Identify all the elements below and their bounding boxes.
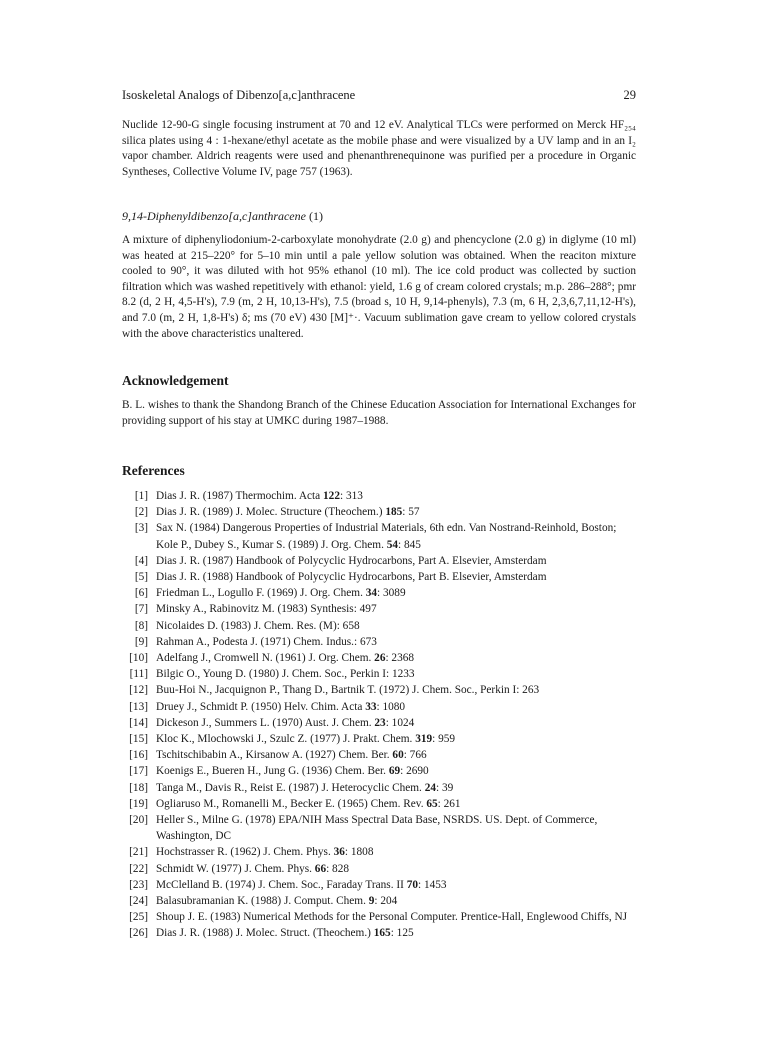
reference-volume: 33 (365, 700, 377, 713)
running-title: Isoskeletal Analogs of Dibenzo[a,c]anthracene (122, 88, 356, 102)
reference-number: [13] (129, 700, 148, 713)
reference-pages: : 828 (326, 862, 350, 875)
reference-text (156, 682, 636, 698)
reference-item (122, 634, 636, 650)
reference-number: [8] (134, 619, 148, 632)
reference-number: [21] (129, 846, 148, 859)
reference-item (122, 553, 636, 569)
reference-citation: Dias J. R. (1987) Handbook of Polycyclic Hydrocarbons, Part A. Elsevier, Amsterdam (156, 554, 547, 567)
reference-number: [16] (129, 749, 148, 762)
reference-text (156, 861, 636, 877)
acknowledgement-paragraph: B. L. wishes to thank the Shandong Branch of the Chinese Education Association for International Exchanges for providing support of his stay at UMKC during 1987–1988. (122, 399, 636, 427)
reference-pages: : 959 (432, 733, 456, 746)
acknowledgement-heading: Acknowledgement (122, 373, 229, 388)
reference-volume: 66 (314, 862, 327, 875)
reference-item (122, 747, 636, 763)
reference-pages: : 261 (437, 797, 461, 810)
reference-number: [25] (129, 911, 148, 924)
reference-number: [3] (134, 522, 148, 535)
reference-citation: Nicolaides D. (1983) J. Chem. Res. (M): 658 (156, 619, 360, 632)
reference-text (156, 650, 636, 666)
reference-number: [5] (134, 571, 148, 584)
reference-text (156, 553, 636, 569)
reference-item (122, 893, 636, 909)
reference-citation: Heller S., Milne G. (1978) EPA/NIH Mass Spectral Data Base, NSRDS. US. Dept. of Commerce, Washington, DC (156, 814, 598, 843)
reference-text (156, 844, 636, 860)
reference-pages: : 125 (390, 927, 414, 940)
reference-number: [1] (134, 490, 148, 502)
reference-pages: : 1808 (344, 846, 374, 859)
reference-number: [26] (129, 927, 148, 940)
reference-number: [19] (129, 797, 148, 810)
reference-pages: : 1453 (418, 878, 447, 891)
reference-text (156, 877, 636, 893)
reference-text (156, 618, 636, 634)
reference-number: [17] (129, 765, 148, 778)
reference-volume: 36 (333, 846, 345, 859)
reference-item (122, 877, 636, 893)
reference-pages: : 2690 (400, 765, 429, 778)
reference-pages: : 1080 (376, 700, 406, 713)
reference-number: [18] (129, 781, 148, 794)
reference-number: [14] (129, 716, 148, 729)
reference-number: [15] (129, 733, 148, 746)
reference-number: [11] (129, 668, 148, 681)
reference-citation: Bilgic O., Young D. (1980) J. Chem. Soc., Perkin I: 1233 (156, 668, 415, 681)
reference-item (122, 569, 636, 585)
reference-citation: Druey J., Schmidt P. (1950) Helv. Chim. Acta (156, 700, 366, 713)
references-heading: References (122, 463, 185, 478)
reference-number: [22] (129, 862, 148, 875)
reference-volume: 26 (374, 652, 386, 665)
reference-pages: : 1024 (385, 716, 415, 729)
reference-pages: : 39 (436, 781, 454, 794)
reference-item (122, 780, 636, 796)
reference-item (122, 844, 636, 860)
reference-number: [7] (134, 603, 148, 616)
reference-citation: Shoup J. E. (1983) Numerical Methods for the Personal Computer. Prentice-Hall, Englewood Chiffs, NJ (156, 911, 628, 924)
reference-text (156, 715, 636, 731)
reference-volume: 319 (415, 733, 433, 746)
reference-citation: Sax N. (1984) Dangerous Properties of Industrial Materials, 6th edn. Van Nostrand-Reinhold, Boston; Kole P., Dubey S., Kumar S. (1989) J. Org. Chem. (156, 522, 617, 551)
reference-citation: Dias J. R. (1988) J. Molec. Struct. (Theochem.) (156, 927, 374, 940)
reference-item (122, 520, 636, 552)
reference-pages: : 2368 (385, 652, 415, 665)
reference-text (156, 763, 636, 779)
reference-number: [24] (129, 895, 148, 908)
reference-citation: Minsky A., Rabinovitz M. (1983) Synthesis: 497 (156, 603, 377, 616)
reference-text (156, 569, 636, 585)
reference-list (122, 488, 636, 942)
reference-item (122, 682, 636, 698)
reference-pages: : 845 (398, 538, 421, 551)
reference-item (122, 618, 636, 634)
reference-volume: 65 (426, 797, 438, 810)
reference-number: [2] (134, 506, 148, 519)
reference-number: [10] (129, 652, 148, 665)
reference-citation: Hochstrasser R. (1962) J. Chem. Phys. (156, 846, 334, 859)
reference-citation: Kloc K., Mlochowski J., Szulc Z. (1977) J. Prakt. Chem. (156, 733, 416, 746)
reference-item (122, 861, 636, 877)
reference-citation: Schmidt W. (1977) J. Chem. Phys. (156, 862, 315, 875)
reference-item (122, 585, 636, 601)
reference-text (156, 504, 636, 520)
reference-volume: 165 (373, 927, 391, 940)
reference-item (122, 925, 636, 941)
compound-number: (1) (308, 209, 323, 223)
reference-item (122, 601, 636, 617)
reference-item (122, 909, 636, 925)
reference-pages: : 57 (402, 506, 420, 519)
reference-text (156, 731, 636, 747)
reference-volume: 185 (385, 506, 403, 519)
reference-volume: 9 (368, 895, 375, 908)
reference-item (122, 666, 636, 682)
reference-citation: Koenigs E., Bueren H., Jung G. (1936) Chem. Ber. (156, 765, 389, 778)
reference-text (156, 520, 636, 552)
reference-volume: 70 (406, 878, 419, 891)
reference-volume: 69 (388, 765, 401, 778)
reference-text (156, 909, 636, 925)
reference-pages: : 204 (374, 895, 398, 908)
reference-text (156, 925, 636, 941)
reference-text (156, 634, 636, 650)
reference-item (122, 763, 636, 779)
reference-text (156, 601, 636, 617)
reference-volume: 24 (424, 781, 437, 794)
reference-citation: McClelland B. (1974) J. Chem. Soc., Faraday Trans. II (156, 878, 407, 891)
reference-item (122, 812, 636, 844)
reference-volume: 23 (374, 716, 386, 729)
reference-citation: Dias J. R. (1988) Handbook of Polycyclic Hydrocarbons, Part B. Elsevier, Amsterdam (156, 571, 547, 584)
reference-citation: Tanga M., Davis R., Reist E. (1987) J. Heterocyclic Chem. (156, 781, 425, 794)
reference-number: [9] (134, 635, 148, 648)
reference-text (156, 780, 636, 796)
reference-item (122, 715, 636, 731)
reference-text (156, 796, 636, 812)
reference-item (122, 504, 636, 520)
reference-citation: Rahman A., Podesta J. (1971) Chem. Indus.: 673 (156, 635, 377, 648)
reference-citation: Balasubramanian K. (1988) J. Comput. Chem. (156, 895, 369, 908)
reference-citation: Dias J. R. (1989) J. Molec. Structure (Theochem.) (156, 506, 386, 519)
reference-item (122, 488, 636, 504)
reference-pages: : 313 (339, 490, 363, 502)
reference-volume: 34 (365, 587, 378, 600)
synthesis-paragraph: A mixture of diphenyliodonium-2-carboxylate monohydrate (2.0 g) and phencyclone (2.0 g) in diglyme (10 ml) was heated at 215–220° for 5–10 min until a pale yellow solution was obtained. When the reaciton mixture cooled to 90°, it was diluted with hot 95% ethanol (10 ml). The ice cold product was collected by suction filtration which was washed repetitively with ethanol: yield, 1.6 g of cream colored crystals; m.p. 286–288°; pmr 8.2 (d, 2 H, 4,5-H's), 7.9 (m, 2 H, 10,13-H's), 7.5 (broad s, 10 H, 9,14-phenyls), 7.3 (m, 6 H, 2,3,6,7,11,12-H's), and 7.0 (m, 2 H, 1,8-H's) δ; ms (70 eV) 430 [M]⁺·. Vacuum sublimation gave cream to yellow colored crystals with the above characteristics unaltered. (122, 234, 636, 340)
reference-number: [20] (129, 814, 148, 827)
reference-number: [4] (134, 554, 148, 567)
reference-item (122, 650, 636, 666)
reference-text (156, 666, 636, 682)
reference-volume: 122 (323, 490, 340, 502)
reference-item (122, 731, 636, 747)
reference-text (156, 812, 636, 844)
reference-number: [23] (129, 878, 148, 891)
reference-citation: Ogliaruso M., Romanelli M., Becker E. (1965) Chem. Rev. (156, 797, 427, 810)
reference-citation: Friedman L., Logullo F. (1969) J. Org. Chem. (156, 587, 366, 600)
reference-citation: Buu-Hoi N., Jacquignon P., Thang D., Bartnik T. (1972) J. Chem. Soc., Perkin I: 263 (156, 684, 540, 697)
reference-text (156, 488, 636, 504)
reference-pages: : 3089 (377, 587, 406, 600)
reference-pages: : 766 (403, 749, 427, 762)
reference-item (122, 699, 636, 715)
page-number: 29 (623, 88, 636, 102)
reference-text (156, 585, 636, 601)
reference-volume: 54 (386, 538, 399, 551)
reference-citation: Adelfang J., Cromwell N. (1961) J. Org. Chem. (156, 652, 375, 665)
reference-citation: Dickeson J., Summers L. (1970) Aust. J. Chem. (156, 716, 375, 729)
running-header (122, 88, 636, 103)
reference-number: [12] (129, 684, 148, 697)
reference-citation: Dias J. R. (1987) Thermochim. Acta (156, 490, 324, 502)
reference-item (122, 796, 636, 812)
reference-citation: Tschitschibabin A., Kirsanow A. (1927) Chem. Ber. (156, 749, 393, 762)
reference-volume: 60 (392, 749, 404, 762)
compound-heading (122, 209, 323, 224)
reference-text (156, 699, 636, 715)
intro-paragraph: Nuclide 12-90-G single focusing instrument at 70 and 12 eV. Analytical TLCs were performed on Merck HF₂₅₄ silica plates using 4 : 1-hexane/ethyl acetate as the mobile phase and were visualized by a UV lamp and in an I₂ vapor chamber. Aldrich reagents were used and phenanthrenequinone was purified per a procedure in Organic Syntheses, Collective Volume IV, page 757 (1963). (122, 119, 636, 178)
reference-text (156, 893, 636, 909)
compound-title: 9,14-Diphenyldibenzo[a,c]anthracene (122, 209, 306, 223)
reference-text (156, 747, 636, 763)
reference-number: [6] (134, 587, 148, 600)
